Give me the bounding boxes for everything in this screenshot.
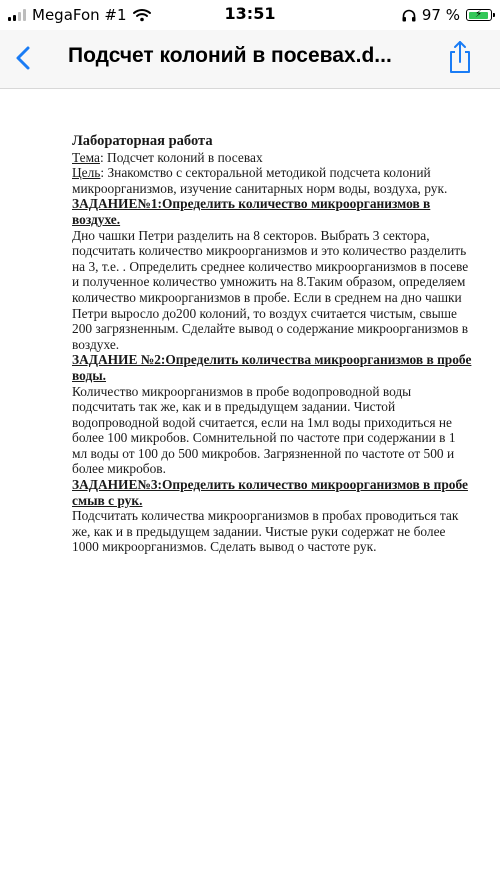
task3-text: Подсчитать количества микроорганизмов в пробах проводиться так же, как и в предыдущем задании. Чистые руки содержат не более 1000 микроорганизмов. Сделать вывод о частоте рук.	[72, 508, 459, 555]
doc-goal	[72, 165, 472, 196]
status-right	[402, 4, 492, 26]
carrier-name: MegaFon #1	[32, 6, 127, 24]
document-content	[72, 134, 472, 555]
goal-text: : Знакомство с секторальной методикой подсчета колоний микроорганизмов, изучение санитарных норм воды, воздуха, рук.	[72, 165, 448, 196]
doc-heading: Лабораторная работа	[72, 133, 213, 149]
doc-topic	[72, 150, 472, 166]
status-time: 13:51	[224, 4, 276, 23]
topic-text: : Подсчет колоний в посевах	[99, 149, 263, 165]
task1-text: Дно чашки Петри разделить на 8 секторов. Выбрать 3 сектора, подсчитать количество микроорганизмов и это количество разделить на 3, т.е. . Определить среднее количество микроорганизмов в посеве и полученное количество умножить на 8.Таким образом, определяем количество микроорганизмов в пробе. Если в среднем на дно чашки Петри выросло до200 колоний, то воздух считается чистым, свыше 200 загрязненным. Сделайте вывод о содержание микроорганизмов в воздухе.	[72, 227, 469, 352]
task3-heading: ЗАДАНИЕ№3:Определить количество микроорганизмов в пробе смыв с рук.	[72, 477, 468, 508]
headphones-icon	[402, 9, 416, 22]
share-button[interactable]	[440, 36, 480, 78]
task2-heading: ЗАДАНИЕ №2:Определить количества микроорганизмов в пробе воды.	[72, 352, 472, 383]
goal-label: Цель	[72, 165, 101, 181]
battery-percent: 97 %	[421, 6, 460, 24]
task1-heading: ЗАДАНИЕ№1:Определить количество микроорганизмов в воздухе.	[72, 196, 431, 227]
chevron-left-icon	[6, 38, 46, 78]
navigation-bar	[0, 30, 500, 89]
battery-charging-icon: ⚡	[466, 9, 492, 21]
document-title: Подсчет колоний в посевах.d...	[68, 44, 392, 67]
status-bar	[0, 0, 500, 30]
share-icon	[440, 36, 480, 78]
topic-label: Тема	[72, 149, 100, 165]
back-button[interactable]	[6, 38, 46, 78]
task2-text: Количество микроорганизмов в пробе водопроводной воды подсчитать так же, как и в предыдущем задании. Чистой водопроводной водой считается, если на 1мл воды приходиться не более 100 микробов. Сомнительной по частоте при содержании в 1 мл воды от 100 до 500 микробов. Загрязненной по частоте от 500 и более микробов.	[72, 383, 456, 477]
